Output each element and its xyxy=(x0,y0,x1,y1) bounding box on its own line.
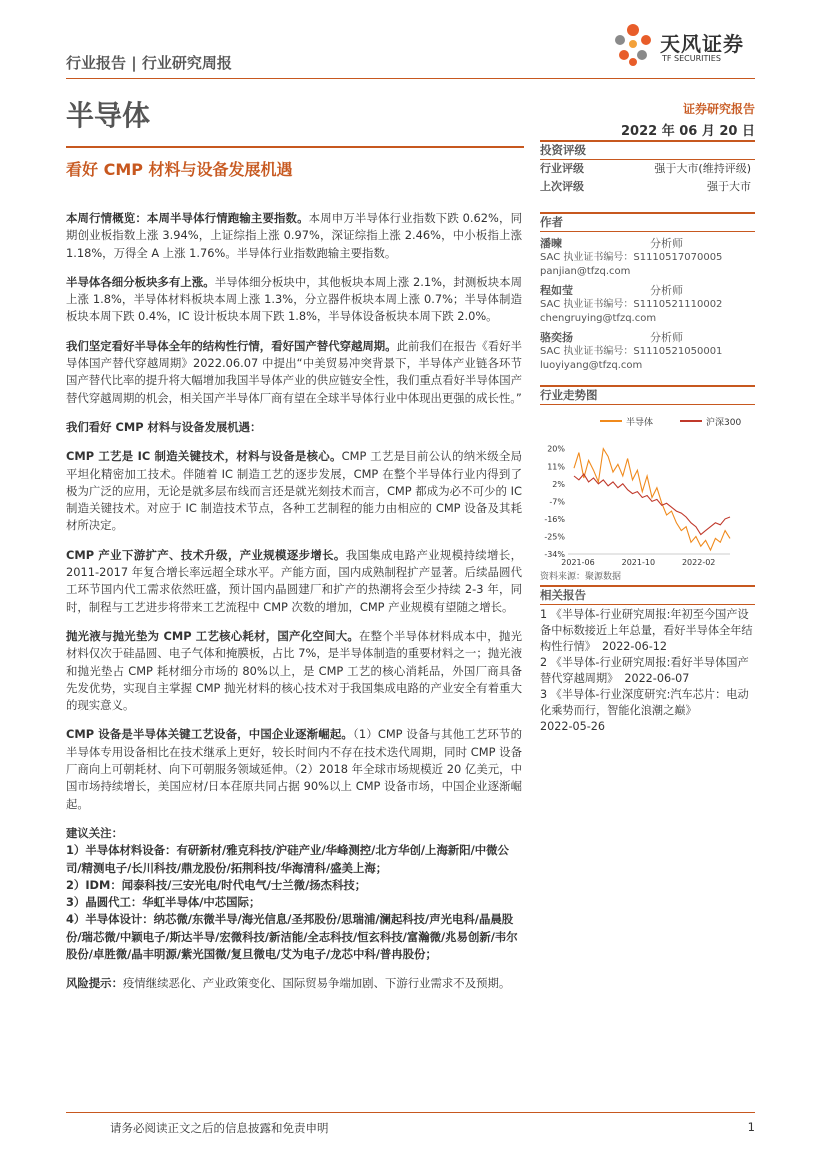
header-divider xyxy=(66,78,755,79)
author-sac: SAC 执业证书编号：S1110521050001 xyxy=(540,346,723,357)
text: CMP 工艺是目前公认的纳米级全局平坦化精密加工技术。伴随着 IC 制造工艺的逐步发展，CMP 在整个半导体行业内得到了极为广泛的应用，无论是就多层布线而言还是就光刻技术而言，CMP 都成为必不可少的 IC 制造关键技术。对应于 IC 制造技术节点，各种工艺制程的能力由相应的 CMP 设备及其耗材所决定。 xyxy=(66,449,522,533)
chart-source: 资料来源：聚源数据 xyxy=(540,572,622,582)
authors-box xyxy=(540,212,755,373)
y-tick-label: -25% xyxy=(544,532,565,542)
paragraph-subsectors xyxy=(66,274,522,326)
related-date: 2022-05-26 xyxy=(540,720,606,733)
related-title[interactable]: 2 《半导体-行业研究周报:看好半导体国产替代穿越周期》 xyxy=(540,656,749,685)
footer-disclaimer: 请务必阅读正文之后的信息披露和免责申明 xyxy=(110,1121,329,1135)
author-sac: SAC 执业证书编号：S1110517070005 xyxy=(540,252,723,263)
report-date: 2022 年 06 月 20 日 xyxy=(621,124,755,139)
author-role: 分析师 xyxy=(650,331,683,344)
text: 在整个半导体材料成本中，抛光材料仅次于硅晶圆、电子气体和掩膜板，占比 7%，是半导体制造的重要材料之一；抛光液和抛光垫占 CMP 耗材细分市场的 80%以上，是 CMP 工艺的核心消耗品，外国厂商具备先发优势，实现自主掌握 CMP 抛光材料的核心技术对于我国集成电路的产业安全有着重大的现实意义。 xyxy=(66,628,522,713)
paragraph-market-overview xyxy=(66,210,522,262)
page-number: 1 xyxy=(747,1120,755,1134)
author-email[interactable]: luoyiyang@tfzq.com xyxy=(540,360,643,371)
flower-logo-icon xyxy=(610,22,656,68)
recommendations xyxy=(66,825,522,963)
lead: 抛光液与抛光垫为 CMP 工艺核心耗材，国产化空间大。 xyxy=(66,628,360,643)
related-title[interactable]: 1 《半导体-行业研究周报:年初至今国产设备中标数接近上年总量，看好半导体全年结构性行情》 xyxy=(540,608,753,653)
related-box xyxy=(540,585,755,735)
lead: CMP 产业下游扩产、技术升级，产业规模逐步增长。 xyxy=(66,547,346,562)
related-date: 2022-06-07 xyxy=(624,672,690,685)
author-email[interactable]: chengruying@tfzq.com xyxy=(540,313,657,324)
x-tick-label: 2022-02 xyxy=(681,558,716,567)
rating-value: 强于大市(维持评级) xyxy=(654,162,751,175)
y-tick-label: -16% xyxy=(544,514,565,524)
rec-item: 2）IDM：闻泰科技/三安光电/时代电气/士兰微/扬杰科技； xyxy=(66,877,367,892)
paragraph-cmp-tech xyxy=(66,448,522,534)
title-divider xyxy=(66,146,524,148)
lead: 本周行情概览：本周半导体行情跑输主要指数。 xyxy=(66,211,309,225)
lead: 我们看好 CMP 材料与设备发展机遇： xyxy=(66,419,262,434)
series-line xyxy=(574,474,730,534)
y-tick-label: -34% xyxy=(544,550,565,559)
text: 此前我们在报告《看好半导体国产替代穿越周期》2022.06.07 中提出“中美贸易冲突背景下，半导体产业链各环节国产替代比率的提升将大幅增加我国半导体产业的供应链安全性，我们重点看好半导体国产替代穿越周期的机会，相关国产半导体厂商有望在全球半导体行业中体现出更强的成长性。” xyxy=(66,338,522,405)
report-title: 看好 CMP 材料与设备发展机遇 xyxy=(66,160,293,179)
sector-name: 半导体 xyxy=(66,99,151,132)
related-title[interactable]: 3 《半导体-行业深度研究:汽车芯片：电动化乘势而行，智能化浪潮之巅》 xyxy=(540,688,749,717)
lead: 风险提示： xyxy=(66,976,123,991)
author-role: 分析师 xyxy=(650,284,683,297)
related-item[interactable] xyxy=(540,687,755,735)
rec-item: 4）半导体设计：纳芯微/东微半导/海光信息/圣邦股份/思瑞浦/澜起科技/声光电科/晶晨股份/瑞芯微/中颖电子/斯达半导/宏微科技/新洁能/全志科技/恒玄科技/富瀚微/兆易创新/韦尔股份/卓胜微/晶丰明源/紫光国微/复旦微电/艾为电子/龙芯中科/普冉股份； xyxy=(66,912,518,961)
author-sac: SAC 执业证书编号：S1110521110002 xyxy=(540,299,723,310)
author-entry xyxy=(540,236,755,279)
rating-box xyxy=(540,140,755,196)
rec-item: 3）晶圆代工：华虹半导体/中芯国际； xyxy=(66,895,261,910)
brand-name-en: TF SECURITIES xyxy=(662,54,721,63)
footer-divider xyxy=(66,1112,755,1113)
rating-heading: 投资评级 xyxy=(540,140,755,160)
legend-label: 半导体 xyxy=(626,418,654,428)
trend-chart xyxy=(540,409,755,569)
paragraph-cmp-materials xyxy=(66,628,522,714)
rec-title: 建议关注： xyxy=(66,825,123,840)
author-name: 程如莹 xyxy=(540,284,573,297)
report-type: 证券研究报告 xyxy=(682,102,755,116)
rating-label: 行业评级 xyxy=(540,162,584,175)
author-role: 分析师 xyxy=(650,237,683,250)
related-item[interactable] xyxy=(540,655,755,687)
text: 疫情继续恶化、产业政策变化、国际贸易争端加剧、下游行业需求不及预期。 xyxy=(122,976,511,991)
paragraph-outlook xyxy=(66,338,522,407)
text: 本周申万半导体行业指数下跌 0.62%，同期创业板指数上涨 3.94%，上证综指上涨 0.97%，深证综指上涨 2.46%，中小板指上涨 1.18%，万得全 A 上涨 1.76%。半导体行业指数跑输主要指数。 xyxy=(66,211,522,260)
paragraph-cmp-equipment xyxy=(66,726,522,812)
lead: 我们坚定看好半导体全年的结构性行情，看好国产替代穿越周期。 xyxy=(66,338,397,353)
related-heading: 相关报告 xyxy=(540,585,755,605)
rating-label: 上次评级 xyxy=(540,180,584,193)
brand-name-cn: 天风证券 xyxy=(660,32,744,56)
paragraph-cmp-industry xyxy=(66,547,522,616)
y-tick-label: 2% xyxy=(552,479,565,489)
legend-label: 沪深300 xyxy=(706,418,742,428)
y-tick-label: 20% xyxy=(547,444,565,454)
lead: 半导体各细分板块多有上涨。 xyxy=(66,274,215,289)
y-tick-label: -7% xyxy=(549,497,565,507)
author-entry xyxy=(540,283,755,326)
related-item[interactable] xyxy=(540,607,755,655)
rating-row xyxy=(540,178,755,196)
y-tick-label: 11% xyxy=(547,462,565,472)
lead: CMP 工艺是 IC 制造关键技术，材料与设备是核心。 xyxy=(66,449,342,464)
author-entry xyxy=(540,330,755,373)
text: （1）CMP 设备与其他工艺环节的半导体专用设备相比在技术继承上更好，较长时间内不存在技术迭代周期，同时 CMP 设备厂商向上可朝耗材、向下可朝服务领域延伸。（2）2018 年全球市场规模近 20 亿美元，中国市场持续增长，美国应材/日本荏原共同占据 90%以上 CMP 设备市场，中国企业逐渐崛起。 xyxy=(66,727,522,811)
rating-value: 强于大市 xyxy=(707,180,751,193)
authors-heading: 作者 xyxy=(540,212,755,232)
paragraph-cmp-heading xyxy=(66,419,522,436)
text: 半导体细分板块中，其他板块本周上涨 2.1%，封测板块本周上涨 1.8%，半导体材料板块本周上涨 1.3%，分立器件板块本周上涨 0.7%；半导体制造板块本周下跌 0.4%，IC 设计板块本周下跌 1.8%，半导体设备板块本周下跌 2.0%。 xyxy=(66,274,522,324)
x-tick-label: 2021-10 xyxy=(621,558,656,567)
author-name: 潘暕 xyxy=(540,237,562,250)
rating-row xyxy=(540,160,755,178)
x-tick-label: 2021-06 xyxy=(561,558,595,567)
report-category: 行业报告 | 行业研究周报 xyxy=(66,54,232,72)
trend-heading: 行业走势图 xyxy=(540,385,755,405)
author-email[interactable]: panjian@tfzq.com xyxy=(540,266,631,277)
lead: CMP 设备是半导体关键工艺设备，中国企业逐渐崛起。 xyxy=(66,727,353,742)
author-name: 骆奕扬 xyxy=(540,331,573,344)
main-content xyxy=(66,210,522,1005)
rec-item: 1）半导体材料设备：有研新材/雅克科技/沪硅产业/华峰测控/北方华创/上海新阳/中微公司/精测电子/长川科技/鼎龙股份/拓荆科技/华海清科/盛美上海； xyxy=(66,843,509,875)
paragraph-risk xyxy=(66,975,522,992)
related-date: 2022-06-12 xyxy=(601,640,667,653)
text: 我国集成电路产业规模持续增长，2011-2017 年复合增长率远超全球水平。产能方面，国内成熟制程扩产显著。后续晶圆代工环节国内代工需求依然旺盛，预计国内晶圆建厂和扩产的热潮将会至少持续 2-3 年，同时，制程与工艺进步将带来工艺流程中 CMP 次数的增加，CMP 产业规模有望随之增长。 xyxy=(66,547,522,614)
series-line xyxy=(574,449,730,550)
trend-box xyxy=(540,385,755,582)
brand-logo xyxy=(610,20,760,70)
